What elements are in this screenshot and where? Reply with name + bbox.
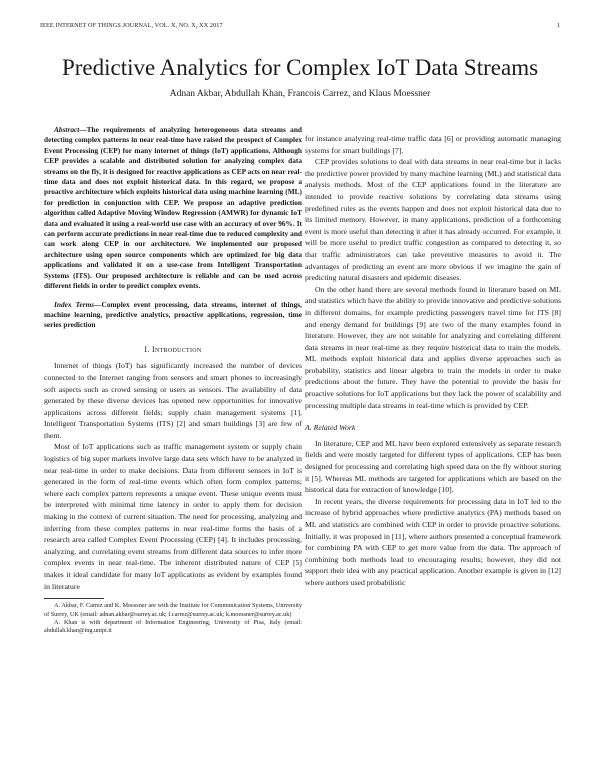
- body-paragraph-cep: CEP provides solutions to deal with data streams in near real-time but it lacks the predictive power provided by many machine learning (ML) and statistical data analysis methods. Most of the CEP applications found in the literature are intended to provide reactive solutions by correlating data streams using predefined rules as the events happen and does not exploit historical data due to its limited memory. However, in many applications, prediction of a forthcoming event is more useful than detecting it after it has already occurred. For example, it will be more useful to predict traffic congestion as compared to detecting it, so that traffic administrators can take preventive measures to avoid it. The advantages of predicting an event are more obvious if we imagine the gain of predicting natural disasters and epidemic diseases.: [305, 157, 561, 283]
- footnote-divider: [44, 598, 104, 599]
- subsection-title: Related Work: [313, 423, 356, 433]
- abstract-label: Abstract: [54, 125, 80, 134]
- abstract: [44, 125, 302, 292]
- journal-header: IEEE INTERNET OF THINGS JOURNAL, VOL. X, NO. X, XX 2017: [40, 22, 223, 29]
- right-column: [305, 133, 561, 589]
- abstract-text: —The requirements of analyzing heterogeneous data streams and detecting complex patterns in near real-time have raised the prospect of Complex Event Processing (CEP) for many internet of things (IoT) applications. Although CEP provides a scalable and distributed solution for analyzing complex data streams on the fly, it is designed for reactive applications as CEP acts on near real-time data and does not exploit historical data. In this regard, we propose a proactive architecture which exploits historical data using machine learning (ML) for prediction in conjunction with CEP. We propose an adaptive prediction algorithm called Adaptive Moving Window Regression (AMWR) for dynamic IoT data and evaluated it using a real-world use case with an accuracy of over 96%. It can perform accurate predictions in near real-time due to reduced complexity and can work along CEP in our architecture. We implemented our proposed architecture using open source components which are optimized for big data applications and validated it on a use-case from Intelligent Transportation Systems (ITS). Our proposed architecture is reliable and can be used across different fields in order to predict complex events.: [44, 125, 302, 291]
- page-number: 1: [556, 22, 560, 29]
- section-number: I.: [144, 344, 150, 354]
- related-paragraph-1: In literature, CEP and ML have been explored extensively as separate research fields and were mostly targeted for different types of applications. CEP has been designed for processing and correlating high speed data on the fly without storing it [5]. Whereas ML methods are targeted for applications which are based on the historical data for extraction of knowledge [10].: [305, 438, 561, 495]
- running-header: [40, 22, 560, 29]
- section-title: Introduction: [151, 344, 202, 354]
- body-paragraph-ml: On the other hand there are several methods found in literature based on ML and statistics which have the ability to provide innovative and predictive solutions in different domains, for example predicting passengers travel time for ITS [8] and energy demand for buildings [9] are two of the many examples found in literature. However, they are not suitable for analyzing and correlating different data streams in near real-time as they require historical data to train the models. ML methods exploit historical data and applies diverse approaches such as probability, statistics and linear algebra to train the models in order to make predictions about the future. They have the potential to provide the basis for proactive solutions for IoT applications but they lack the power of scalability and processing multiple data streams in real-time which is provided by CEP.: [305, 284, 561, 410]
- section-heading-introduction: [44, 344, 302, 356]
- body-paragraph-continued: for instance analyzing real-time traffic data [6] or providing automatic managing systems for smart buildings [7].: [305, 134, 561, 155]
- author-list: Adnan Akbar, Abdullah Khan, Francois Carrez, and Klaus Moessner: [169, 89, 431, 99]
- index-terms-label: Index Terms: [54, 299, 95, 309]
- left-column: [44, 125, 302, 636]
- intro-paragraph-2: Most of IoT applications such as traffic management system or supply chain logistics of big super markets involve large data sets which have to be analyzed in near real-time in order to make decisions. Data from different sensors in IoT is generated in the form of real-time events which often form complex patterns; where each complex pattern represents a unique event. These unique events must be interpreted with minimal time latency in order to apply them for decision making in the context of current situation. The need for processing, analyzing and inferring from these complex patterns in near real-time forms the basis of a research area called Complex Event Processing (CEP) [4]. It includes processing, analyzing, and correlating event streams from different data sources to infer more complex events in near real-time. The inherent distributed nature of CEP [5] makes it ideal candidate for many IoT applications as evident by examples found in literature: [44, 442, 302, 591]
- paper-title: Predictive Analytics for Complex IoT Data Streams: [61, 55, 539, 80]
- index-terms: [44, 300, 302, 331]
- subsection-heading-related-work: [305, 422, 561, 434]
- footnote-affiliation-1: A. Akbar, F. Carrez and K. Moessner are with the Institute for Communication Systems, University of Surrey, UK (email: adnan.akbar@surrey.ac.uk; f.carrez@surrey.ac.uk; k.moessner@surrey.ac.uk): [44, 602, 302, 618]
- subsection-number: A.: [305, 423, 312, 433]
- index-terms-text: —Complex event processing, data streams, internet of things, machine learning, predictive analytics, proactive applications, regression, time series prediction: [44, 299, 302, 330]
- related-paragraph-2: In recent years, the diverse requirements for processing data in IoT led to the increase of hybrid approaches where predictive analytics (PA) methods based on ML and statistics are combined with CEP in order to provide proactive solutions. Initially, it was proposed in [11], where authors presented a conceptual framework for combining PA with CEP to get more value from the data. The approach of combining both methods lead to encouraging results; however, they did not support their idea with any practical application. Another example is given in [12] where authors used probabilistic: [305, 496, 561, 587]
- footnote-affiliation-2: A. Khan is with department of Information Engineering, University of Pisa, Italy (email: abdullah.khan@ing.unipi.it: [44, 619, 302, 635]
- intro-paragraph-1: Internet of things (IoT) has significantly increased the number of devices connected to the Internet ranging from sensors and smart phones to increasingly soft aspects such as crowd sensing or users as sensors. The availability of data generated by these diverse devices has opened new opportunities for innovative applications across different fields; supply chain management systems [1], Intelligent Transportation Systems (ITS) [2] and smart buildings [3] are few of them.: [44, 361, 302, 440]
